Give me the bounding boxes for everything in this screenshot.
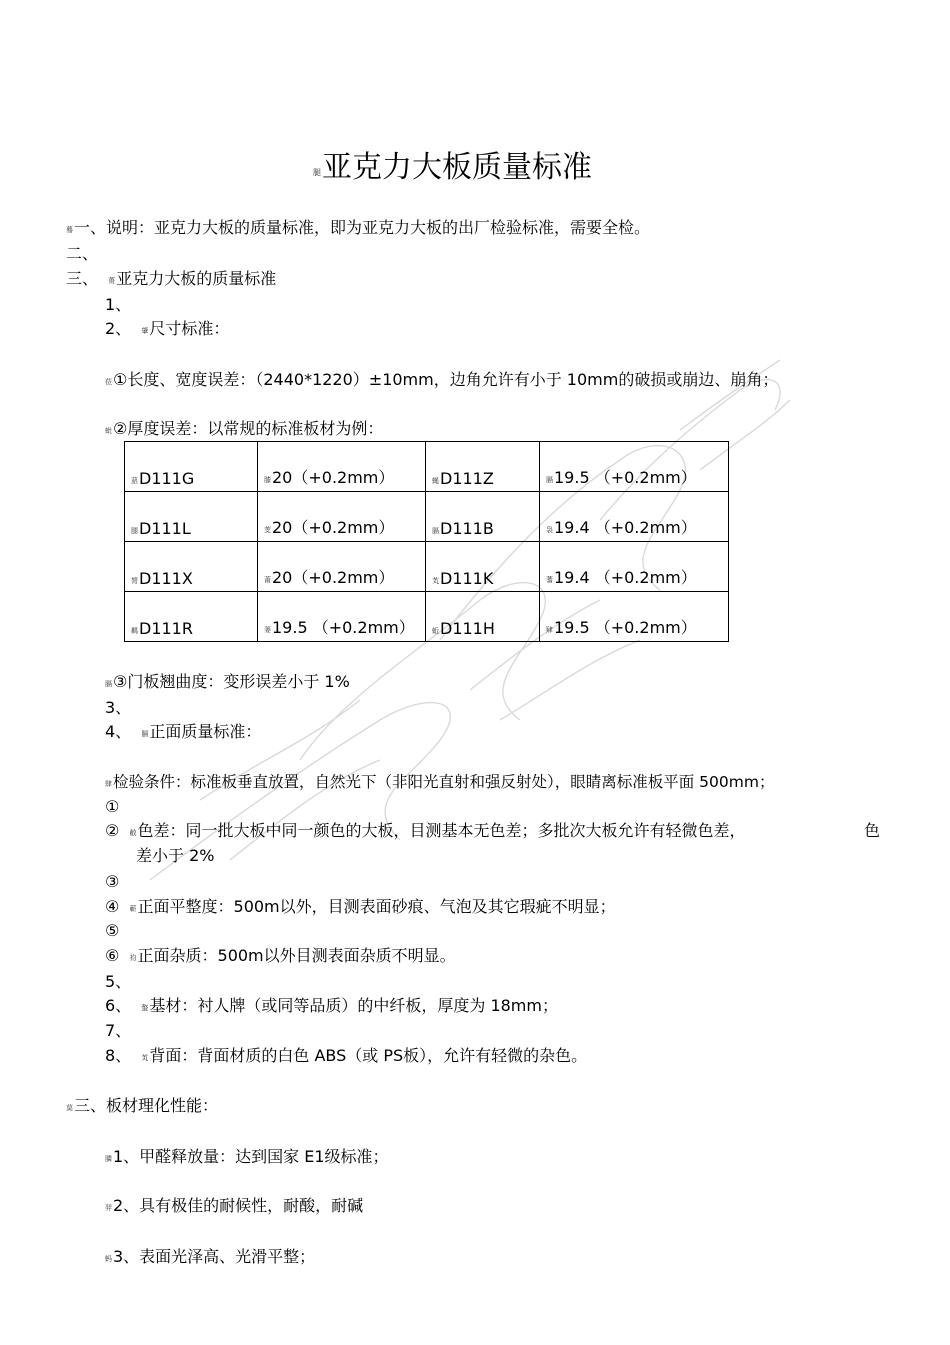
color-diff-continued: 差小于 2% (136, 846, 215, 865)
property-formaldehyde: 膦1、甲醛释放量：达到国家 E1级标准； (105, 1147, 389, 1166)
section-physical-chemical: 莫三、板材理化性能： (66, 1096, 219, 1115)
table-cell (258, 492, 426, 542)
cell-marker: 蝇 (432, 477, 439, 485)
cell-value: 20（+0.2mm） (272, 468, 395, 487)
list-item-1: 1、 (105, 295, 132, 314)
sub-item-1: ① (105, 797, 120, 816)
document-title: 腿亚克力大板质量标准 (313, 150, 592, 185)
cell-marker: 蒌 (264, 626, 271, 634)
thickness-tolerance: 蚍②厚度误差：以常规的标准板材为例： (105, 419, 384, 438)
list-item-3: 3、 (105, 698, 132, 717)
cell-value: 19.4 （+0.2mm） (554, 518, 697, 537)
length-width-tolerance: 莅①长度、宽度误差：（2440*1220）±10mm，边角允许有小于 10mm的破损或崩边、崩角； (105, 370, 779, 389)
cell-marker: 腿 (131, 527, 138, 535)
table-row (125, 542, 729, 592)
cell-marker: 肄 (546, 626, 553, 634)
cell-value: D111X (139, 569, 193, 588)
thickness-table (124, 441, 729, 642)
section-intro: 蓦一、说明：亚克力大板的质量标准，即为亚克力大板的出厂检验标准，需要全检。 (66, 218, 651, 237)
sub-item-2-color-diff: ② 敝色差：同一批大板中同一颜色的大板，目测基本无色差；多批次大板允许有轻微色差， (105, 821, 746, 840)
section-heading-3: 三、 蒉亚克力大板的质量标准 (66, 269, 277, 288)
table-cell (258, 592, 426, 642)
inspection-conditions: 肆检验条件：标准板垂直放置，自然光下（非阳光直射和强反射处），眼睛离标准板平面 500mm； (105, 773, 775, 791)
cell-value: 19.5 （+0.2mm） (554, 468, 697, 487)
table-cell (540, 592, 729, 642)
sub-item-4-flatness: ④ 蕲正面平整度：500m以外，目测表面砂痕、气泡及其它瑕疵不明显； (105, 897, 616, 916)
sub-item-5: ⑤ (105, 921, 120, 940)
cell-marker: 蒎 (131, 477, 138, 485)
cell-value: 19.5 （+0.2mm） (272, 618, 415, 637)
cell-value: D111G (139, 469, 195, 488)
table-row (125, 492, 729, 542)
list-item-5: 5、 (105, 972, 132, 991)
table-cell (125, 542, 258, 592)
cell-marker: 膝 (264, 476, 271, 484)
property-weather-resistance: 羿2、具有极佳的耐候性，耐酸，耐碱 (105, 1196, 364, 1215)
list-item-8-back: 8、 芄背面：背面材质的白色 ABS（或 PS板），允许有轻微的杂色。 (105, 1046, 588, 1065)
list-item-2: 2、 肇尺寸标准： (105, 319, 230, 338)
table-cell (540, 542, 729, 592)
table-cell (540, 492, 729, 542)
cell-marker: 膂 (131, 577, 138, 585)
cell-value: 19.4 （+0.2mm） (554, 568, 697, 587)
color-diff-wrap: 色 (864, 821, 881, 840)
cell-marker: 芰 (264, 526, 271, 534)
cell-value: D111B (440, 519, 494, 538)
table-cell (426, 542, 540, 592)
cell-marker: 蓍 (546, 576, 553, 584)
cell-value: 19.5 （+0.2mm） (554, 618, 697, 637)
warpage-tolerance: 膈③门板翘曲度：变形误差小于 1% (105, 672, 350, 691)
property-gloss: 蚂3、表面光泽高、光滑平整； (105, 1247, 316, 1266)
table-row (125, 442, 729, 492)
cell-value: 20（+0.2mm） (272, 518, 395, 537)
table-cell (426, 442, 540, 492)
table-cell (258, 442, 426, 492)
cell-marker: 膈 (432, 527, 439, 535)
cell-marker: 膈 (546, 476, 553, 484)
table-row (125, 592, 729, 642)
section-heading-2: 二、 (66, 244, 99, 263)
table-cell (426, 492, 540, 542)
cell-value: D111H (440, 619, 495, 638)
table-cell (258, 542, 426, 592)
table-cell (426, 592, 540, 642)
cell-marker: 袅 (546, 526, 553, 534)
cell-marker: 羁 (131, 627, 138, 635)
list-item-6-substrate: 6、 螯基材：衬人牌（或同等品质）的中纤板，厚度为 18mm； (105, 996, 558, 1015)
cell-marker: 蚯 (432, 627, 439, 635)
cell-value: D111L (139, 519, 191, 538)
cell-value: D111K (440, 569, 494, 588)
cell-marker: 莆 (264, 576, 271, 584)
sub-item-3: ③ (105, 872, 120, 891)
cell-value: D111R (139, 619, 193, 638)
cell-value: D111Z (440, 469, 494, 488)
table-cell (540, 442, 729, 492)
sub-item-6-impurity: ⑥ 袀正面杂质：500m以外目测表面杂质不明显。 (105, 946, 456, 965)
list-item-7: 7、 (105, 1021, 132, 1040)
table-cell (125, 592, 258, 642)
list-item-4: 4、 膈正面质量标准： (105, 722, 262, 741)
table-cell (125, 492, 258, 542)
thickness-table-body (125, 442, 729, 642)
cell-marker: 芄 (432, 577, 439, 585)
table-cell (125, 442, 258, 492)
cell-value: 20（+0.2mm） (272, 568, 395, 587)
